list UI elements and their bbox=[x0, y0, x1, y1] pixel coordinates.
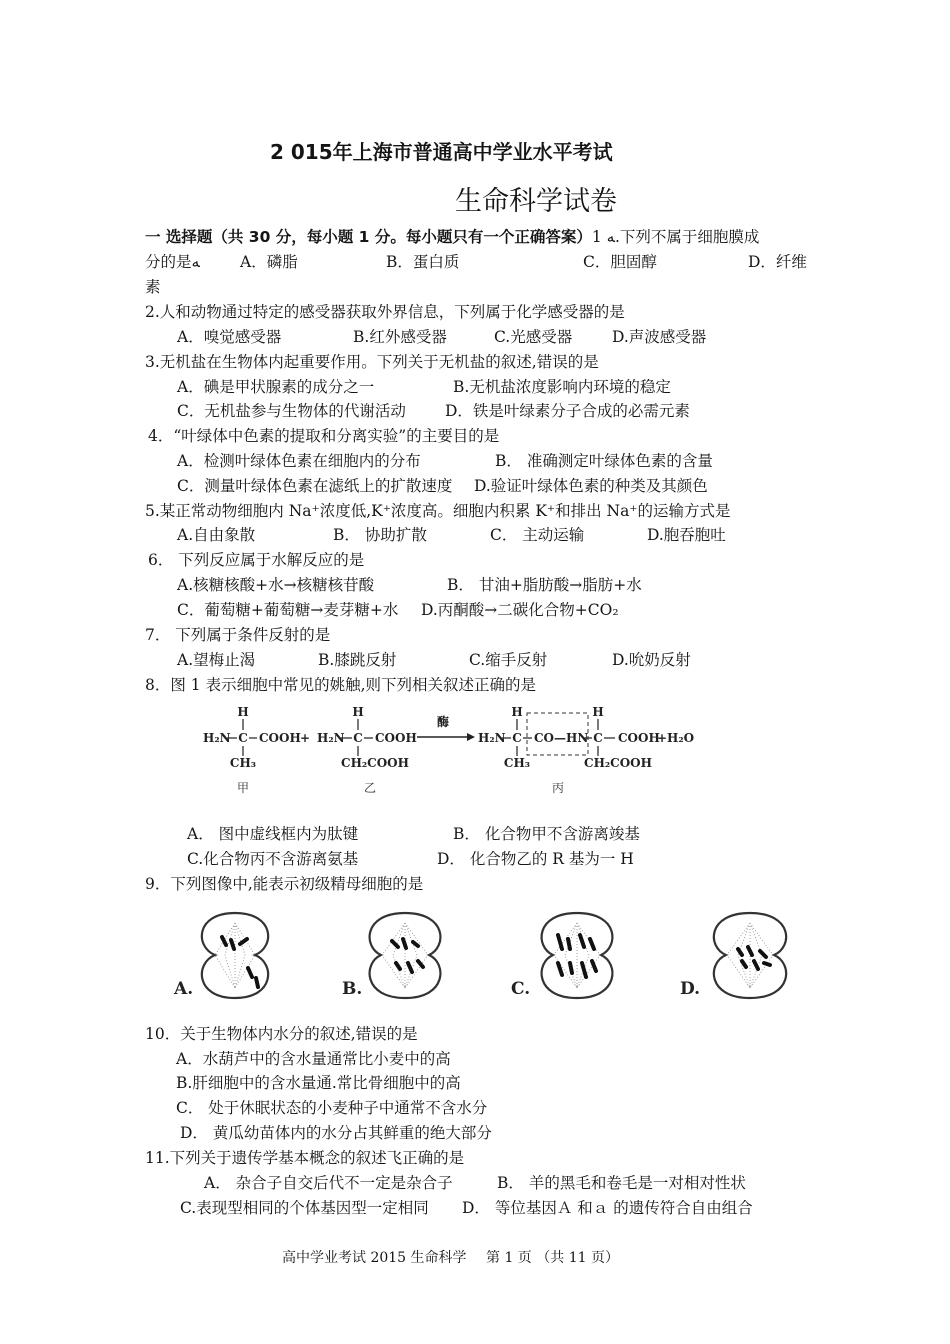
plus-sign: + bbox=[299, 731, 311, 745]
q1-option-b: B．蛋白质 bbox=[386, 253, 460, 271]
figure-cell-division-options bbox=[160, 905, 820, 1005]
q5-stem: 5.某正常动物细胞内 Na⁺浓度低,K⁺浓度高。细胞内积累 K⁺和排出 Na⁺的运输方式是 bbox=[145, 502, 731, 520]
jia-label: 甲 bbox=[236, 781, 250, 795]
cell-c-outline bbox=[542, 913, 613, 998]
cell-d bbox=[680, 913, 786, 999]
q9-stem: 9．下列图像中,能表示初级精母细胞的是 bbox=[145, 875, 424, 893]
chromosome-mark bbox=[408, 963, 412, 972]
q1-option-a: A．磷脂 bbox=[240, 253, 298, 271]
q3-option-b: B.无机盐浓度影响内环境的稳定 bbox=[453, 378, 671, 396]
q7-option-d: D.吮奶反射 bbox=[612, 651, 691, 669]
q4-option-c: C．测量叶绿体色素在滤纸上的扩散速度 bbox=[177, 477, 453, 495]
yi-label: 乙 bbox=[363, 781, 377, 795]
chromosome-mark bbox=[392, 941, 398, 947]
q3-option-d: D．铁是叶绿素分子合成的必需元素 bbox=[445, 402, 690, 420]
chromosome-mark bbox=[568, 939, 570, 949]
chromosome-mark bbox=[418, 961, 423, 967]
cell-a-label: A. bbox=[174, 979, 194, 999]
water-product: +H₂O bbox=[657, 731, 695, 745]
q11-option-c: C.表现型相同的个体基因型一定相同 bbox=[180, 1199, 429, 1217]
q10-stem: 10．关于生物体内水分的叙述,错误的是 bbox=[145, 1025, 418, 1043]
bing-amino: H₂N bbox=[478, 731, 506, 745]
figure-1-dipeptide-reaction bbox=[195, 700, 715, 800]
footer-page-number: 第 1 页 （共 11 页） bbox=[486, 1250, 619, 1266]
q10-option-d: D． 黄瓜幼苗体内的水分占其鲜重的绝大部分 bbox=[180, 1124, 492, 1142]
yi-r-group: CH₂COOH bbox=[341, 756, 409, 770]
cell-d-outline bbox=[714, 913, 786, 998]
q4-option-b: B． 准确测定叶绿体色素的含量 bbox=[495, 452, 713, 470]
q4-option-a: A．检测叶绿体色素在细胞内的分布 bbox=[177, 452, 421, 470]
q5-option-c: C． 主动运输 bbox=[490, 526, 585, 544]
compound-yi bbox=[317, 705, 417, 795]
bing-carboxyl: COOH bbox=[618, 731, 660, 745]
bing-c1: C bbox=[512, 731, 522, 745]
cell-b bbox=[342, 913, 440, 999]
compound-jia bbox=[203, 705, 301, 795]
arrow-head bbox=[467, 733, 475, 741]
jia-h: H bbox=[237, 705, 249, 719]
q6-option-d: D.丙酮酸→二碳化合物+CO₂ bbox=[421, 601, 619, 619]
chromosome-mark bbox=[558, 963, 562, 975]
chromosome-mark bbox=[580, 935, 584, 947]
chromosome-mark bbox=[754, 961, 758, 969]
q6-option-a: A.核糖核酸+水→核糖核苷酸 bbox=[177, 576, 375, 594]
q2-option-a: A．嗅觉感受器 bbox=[177, 328, 282, 346]
chromosome-mark bbox=[396, 963, 400, 969]
cell-c-spindle-fibers bbox=[554, 923, 600, 988]
section-label: 一 选择题（共 30 分，每小题 1 分。每小题只有一个正确答案） bbox=[145, 228, 592, 246]
exam-subtitle: 生命科学试卷 bbox=[455, 186, 617, 217]
yi-carboxyl: COOH bbox=[375, 731, 417, 745]
bing-peptide-bond: CO—HN bbox=[534, 731, 589, 745]
cell-a-spindle bbox=[215, 923, 255, 988]
chromosome-mark bbox=[231, 940, 234, 949]
bing-h2: H bbox=[592, 705, 604, 719]
footer-exam-name: 高中学业考试 2015 生命科学 bbox=[282, 1250, 467, 1266]
enzyme-label: 酶 bbox=[436, 715, 450, 729]
q1-option-d: D．纤维 bbox=[748, 253, 807, 271]
chromosome-mark bbox=[742, 961, 746, 967]
cell-b-spindle-fibers bbox=[382, 923, 428, 988]
q11-option-d: D． 等位基因Ａ 和ａ 的遗传符合自由组合 bbox=[462, 1199, 753, 1217]
q8-stem: 8．图 1 表示细胞中常见的姚触,则下列相关叙述正确的是 bbox=[145, 676, 537, 694]
jia-amino: H₂N bbox=[203, 731, 231, 745]
q8-option-a: A． 图中虚线框内为肽键 bbox=[187, 825, 359, 843]
q8-option-b: B． 化合物甲不含游离竣基 bbox=[453, 825, 640, 843]
q10-option-c: C． 处于休眠状态的小麦种子中通常不含水分 bbox=[176, 1099, 488, 1117]
cell-b-outline bbox=[370, 913, 441, 998]
q6-option-c: C．葡萄糖+葡萄糖→麦芽糖+水 bbox=[177, 601, 399, 619]
yi-amino: H₂N bbox=[317, 731, 345, 745]
cell-c bbox=[511, 913, 612, 999]
q2-option-c: C.光感受器 bbox=[494, 328, 573, 346]
q5-option-d: D.胞吞胞吐 bbox=[647, 526, 726, 544]
bing-c2: C bbox=[593, 731, 603, 745]
q5-option-a: A.自由象散 bbox=[177, 526, 256, 544]
q6-stem: 6． 下列反应属于水解反应的是 bbox=[148, 551, 365, 569]
q6-option-b: B． 甘油+脂肪酸→脂肪+水 bbox=[447, 576, 642, 594]
yi-h: H bbox=[352, 705, 364, 719]
q7-option-a: A.望梅止渴 bbox=[177, 651, 256, 669]
q1-stem-tail: 素 bbox=[145, 278, 161, 296]
chromosome-mark bbox=[764, 963, 770, 965]
chromosome-mark bbox=[222, 937, 226, 945]
cell-b-label: B. bbox=[342, 979, 363, 999]
cell-a bbox=[173, 913, 268, 999]
q2-option-d: D.声波感受器 bbox=[612, 328, 707, 346]
exam-title: 2 015年上海市普通高中学业水平考试 bbox=[270, 140, 613, 164]
chromosome-mark bbox=[256, 978, 258, 987]
compound-bing bbox=[478, 705, 694, 795]
q3-stem: 3.无机盐在生物体内起重要作用。下列关于无机盐的叙述,错误的是 bbox=[145, 353, 599, 371]
q11-stem: 11.下列关于遗传学基本概念的叙述飞正确的是 bbox=[145, 1149, 465, 1167]
q10-option-a: A．水葫芦中的含水量通常比小麦中的高 bbox=[176, 1050, 451, 1068]
chromosome-mark bbox=[570, 963, 572, 973]
section-line bbox=[145, 227, 759, 247]
q8-option-c: C.化合物丙不含游离氨基 bbox=[187, 850, 359, 868]
jia-r-group: CH₃ bbox=[229, 756, 257, 770]
cell-b-spindle bbox=[382, 923, 428, 988]
chromosome-mark bbox=[590, 939, 594, 949]
bing-h1: H bbox=[511, 705, 523, 719]
q5-option-b: B． 协助扩散 bbox=[333, 526, 427, 544]
q4-option-d: D.验证叶绿体色素的种类及其颜色 bbox=[474, 477, 708, 495]
q10-option-b: B.肝细胞中的含水量通.常比骨细胞中的高 bbox=[176, 1074, 461, 1092]
cell-d-label: D. bbox=[680, 979, 701, 999]
chromosome-mark bbox=[748, 947, 752, 955]
reaction-arrow bbox=[417, 714, 475, 741]
cell-c-label: C. bbox=[511, 979, 531, 999]
q8-option-d: D． 化合物乙的 R 基为一 H bbox=[437, 850, 634, 868]
jia-carboxyl: COOH bbox=[259, 731, 301, 745]
q1-stem-line1: 1 ﻪ.下列不属于细胞膜成 bbox=[591, 228, 760, 246]
chromosome-mark bbox=[582, 963, 586, 977]
q2-option-b: B.红外感受器 bbox=[353, 328, 447, 346]
q3-option-c: C．无机盐参与生物体的代谢活动 bbox=[177, 402, 406, 420]
q1-stem-line2: 分的是ﻪ bbox=[145, 253, 200, 271]
cell-c-spindle bbox=[554, 923, 600, 988]
bing-label: 丙 bbox=[551, 781, 565, 795]
chromosome-mark bbox=[760, 951, 766, 957]
q11-option-b: B． 羊的黑毛和卷毛是一对相对性状 bbox=[497, 1174, 746, 1192]
chromosome-mark bbox=[558, 935, 562, 949]
bing-r2: CH₂COOH bbox=[584, 756, 652, 770]
q2-stem: 2.人和动物通过特定的感受器获取外界信息，下列属于化学感受器的是 bbox=[145, 303, 625, 321]
q7-option-c: C.缩手反射 bbox=[469, 651, 548, 669]
jia-carbon: C bbox=[238, 731, 248, 745]
q3-option-a: A．碘是甲状腺素的成分之一 bbox=[177, 378, 375, 396]
yi-carbon: C bbox=[353, 731, 363, 745]
q7-option-b: B.膝跳反射 bbox=[318, 651, 397, 669]
chromosome-mark bbox=[592, 961, 596, 971]
q4-stem: 4．“叶绿体中色素的提取和分离实验”的主要目的是 bbox=[148, 427, 500, 445]
chromosome-mark bbox=[248, 968, 252, 977]
chromosome-mark bbox=[240, 939, 247, 944]
cell-a-spindle-fibers bbox=[215, 923, 255, 988]
q1-option-c: C．胆固醇 bbox=[583, 253, 657, 271]
bing-r1: CH₃ bbox=[503, 756, 531, 770]
q11-option-a: A． 杂合子自交后代不一定是杂合子 bbox=[204, 1174, 453, 1192]
chromosome-mark bbox=[403, 939, 406, 948]
q7-stem: 7． 下列属于条件反射的是 bbox=[145, 626, 331, 644]
